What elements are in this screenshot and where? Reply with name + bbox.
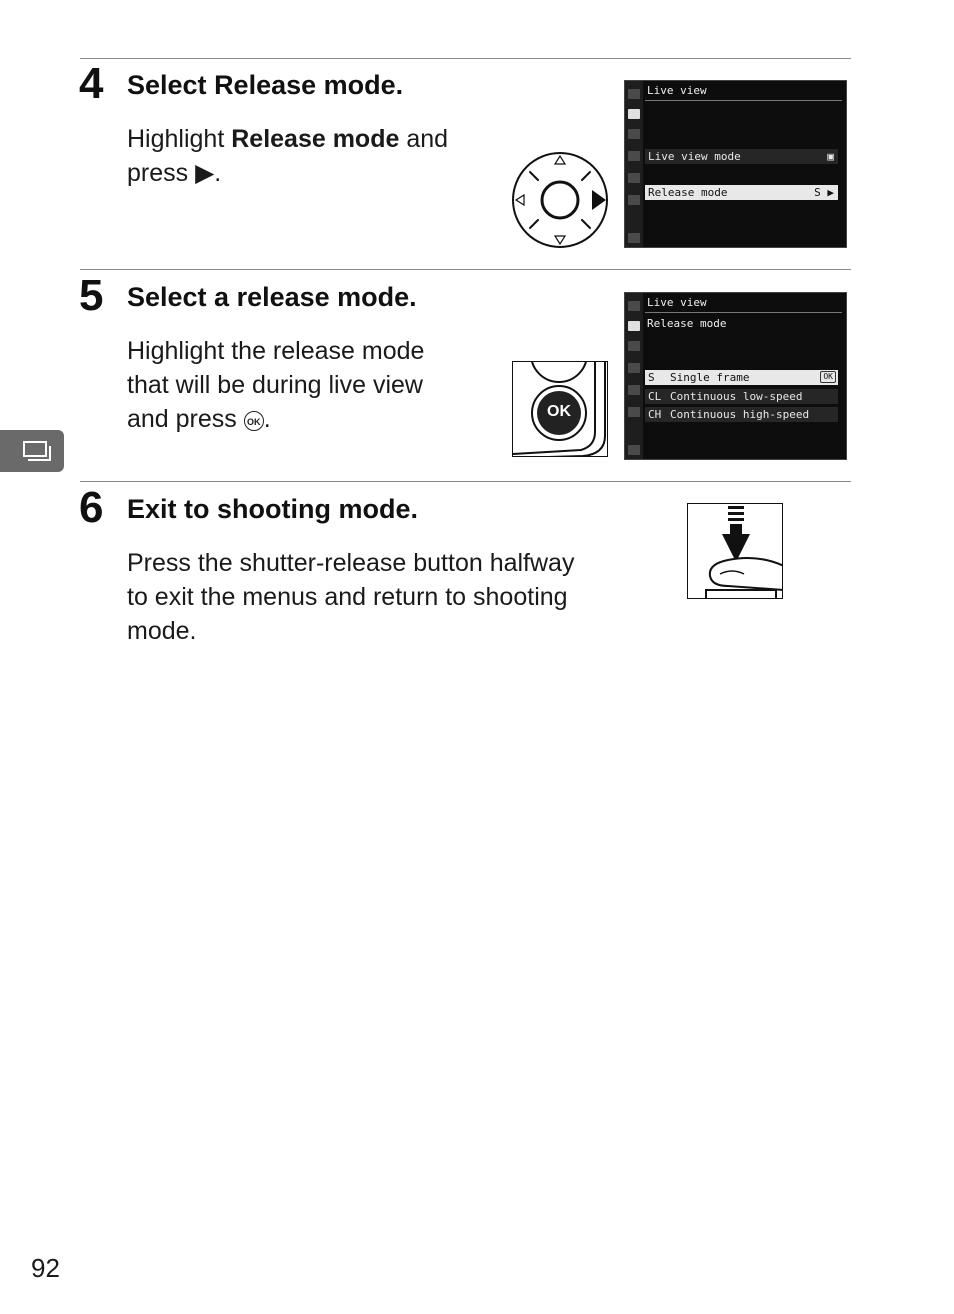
ok-badge: OK	[820, 371, 836, 383]
step-4-divider	[80, 58, 851, 59]
step-5-body	[127, 334, 424, 436]
option-label: Single frame	[670, 371, 750, 384]
help-icon	[628, 233, 640, 243]
option-continuous-low-speed[interactable]	[645, 389, 838, 404]
page-number: 92	[31, 1253, 60, 1283]
mymenu-tab-icon	[628, 407, 640, 417]
shutter-release-illustration	[687, 503, 783, 599]
screen-2-header: Live view	[647, 296, 707, 309]
step-5-line-3	[127, 402, 424, 436]
step-4-title-bold: Release mode.	[214, 70, 404, 100]
step-4-title-prefix: Select	[127, 70, 215, 100]
ok-button-illustration	[512, 361, 608, 457]
retouch-tab-icon	[628, 173, 640, 183]
option-label: Continuous low-speed	[670, 390, 803, 403]
step-4-line-1	[127, 122, 448, 156]
custom-tab-icon	[628, 129, 640, 139]
screen-2-subheader: Release mode	[647, 317, 727, 330]
step-6-line-2: to exit the menus and return to shooting	[127, 583, 568, 611]
step-4-body	[127, 122, 448, 190]
shooting-tab-icon	[628, 109, 640, 119]
option-key: CL	[648, 390, 662, 403]
step-5-line-3-prefix: and press	[127, 405, 244, 433]
menu-item-value: S ▶	[814, 186, 834, 199]
step-5-line-3-suffix: .	[263, 405, 271, 433]
multi-selector-icon	[510, 150, 610, 250]
shutter-release-icon	[688, 504, 783, 599]
option-label: Continuous high-speed	[670, 408, 810, 421]
screen-1-header: Live view	[647, 84, 707, 97]
step-6-divider	[80, 481, 851, 482]
step-5-line-1: Highlight the release mode	[127, 337, 425, 365]
step-6-line-3: mode.	[127, 617, 197, 645]
mymenu-tab-icon	[628, 195, 640, 205]
step-4-title	[127, 70, 403, 101]
playback-tab-icon	[628, 301, 640, 311]
step-6-title: Exit to shooting mode.	[127, 494, 418, 524]
step-5-number: 5	[79, 271, 104, 320]
step-6-line-1: Press the shutter-release button halfway	[127, 549, 575, 577]
option-single-frame[interactable]	[645, 370, 838, 385]
step-4-line-1-a: Highlight	[127, 125, 232, 153]
section-tab	[0, 430, 64, 472]
retouch-tab-icon	[628, 385, 640, 395]
playback-tab-icon	[628, 89, 640, 99]
release-mode-menu-screen	[624, 292, 847, 460]
live-view-section-icon	[22, 440, 54, 462]
help-icon	[628, 445, 640, 455]
option-key: CH	[648, 408, 662, 421]
ok-button-label: OK	[547, 403, 571, 420]
option-key: S	[648, 371, 655, 384]
menu-item-label: Release mode	[648, 186, 728, 199]
step-5-line-2: that will be during live view	[127, 371, 423, 399]
screen-1-header-rule	[645, 100, 842, 101]
custom-tab-icon	[628, 341, 640, 351]
menu-item-value: ▣	[827, 150, 834, 163]
setup-tab-icon	[628, 151, 640, 161]
menu-side-tabs	[625, 293, 643, 459]
step-4-line-1-c: and	[399, 125, 449, 153]
step-6-number: 6	[79, 483, 104, 532]
menu-item-live-view-mode[interactable]	[645, 149, 838, 164]
step-4-line-2: press ▶.	[127, 159, 222, 187]
step-4-number: 4	[79, 59, 104, 108]
step-4-line-1-bold: Release mode	[231, 125, 400, 153]
setup-tab-icon	[628, 363, 640, 373]
step-5-title: Select a release mode.	[127, 282, 417, 312]
step-6-body	[127, 546, 574, 648]
screen-2-header-rule	[645, 312, 842, 313]
menu-item-release-mode[interactable]	[645, 185, 838, 200]
ok-glyph-icon: OK	[244, 411, 264, 431]
step-5-divider	[80, 269, 851, 270]
shooting-tab-icon	[628, 321, 640, 331]
live-view-menu-screen	[624, 80, 847, 248]
option-continuous-high-speed[interactable]	[645, 407, 838, 422]
menu-item-label: Live view mode	[648, 150, 741, 163]
menu-side-tabs	[625, 81, 643, 247]
